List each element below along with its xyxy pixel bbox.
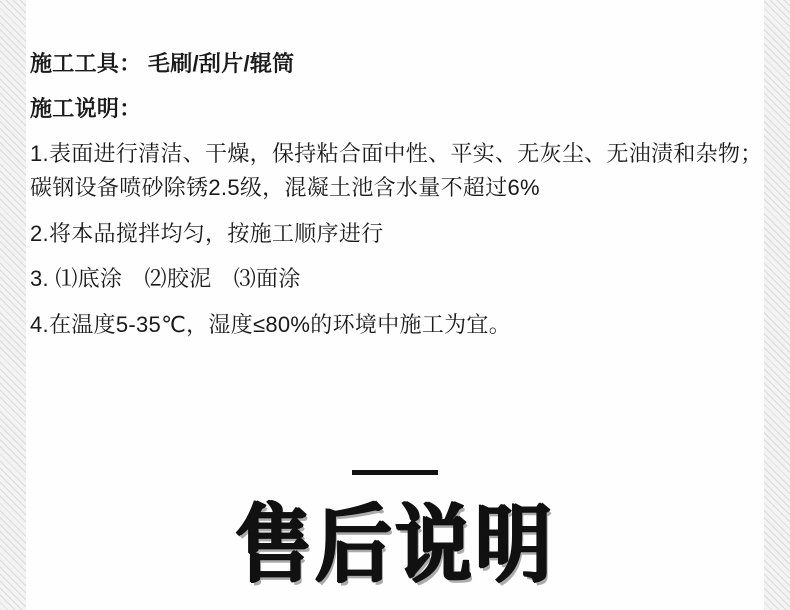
- instruction-step-2: 2.将本品搅拌均匀，按施工顺序进行: [30, 220, 384, 246]
- instruction-step-3: 3. ⑴底涂 ⑵胶泥 ⑶面涂: [30, 266, 301, 292]
- section-divider: [0, 470, 790, 475]
- construction-instructions-title: 施工说明：: [30, 95, 142, 121]
- instruction-step-1: 1.表面进行清洁、干燥，保持粘合面中性、平实、无灰尘、无油渍和杂物；碳钢设备喷砂除锈2.5级，混凝土池含水量不超过6%: [30, 141, 763, 201]
- instruction-block: [30, 48, 766, 354]
- divider-bar-icon: [352, 470, 438, 475]
- construction-tools-line: 施工工具： 毛刷/刮片/辊筒: [30, 51, 295, 76]
- after-sales-heading: 售后说明: [235, 494, 555, 595]
- instruction-step-4: 4.在温度5-35℃，湿度≤80%的环境中施工为宜。: [30, 311, 511, 337]
